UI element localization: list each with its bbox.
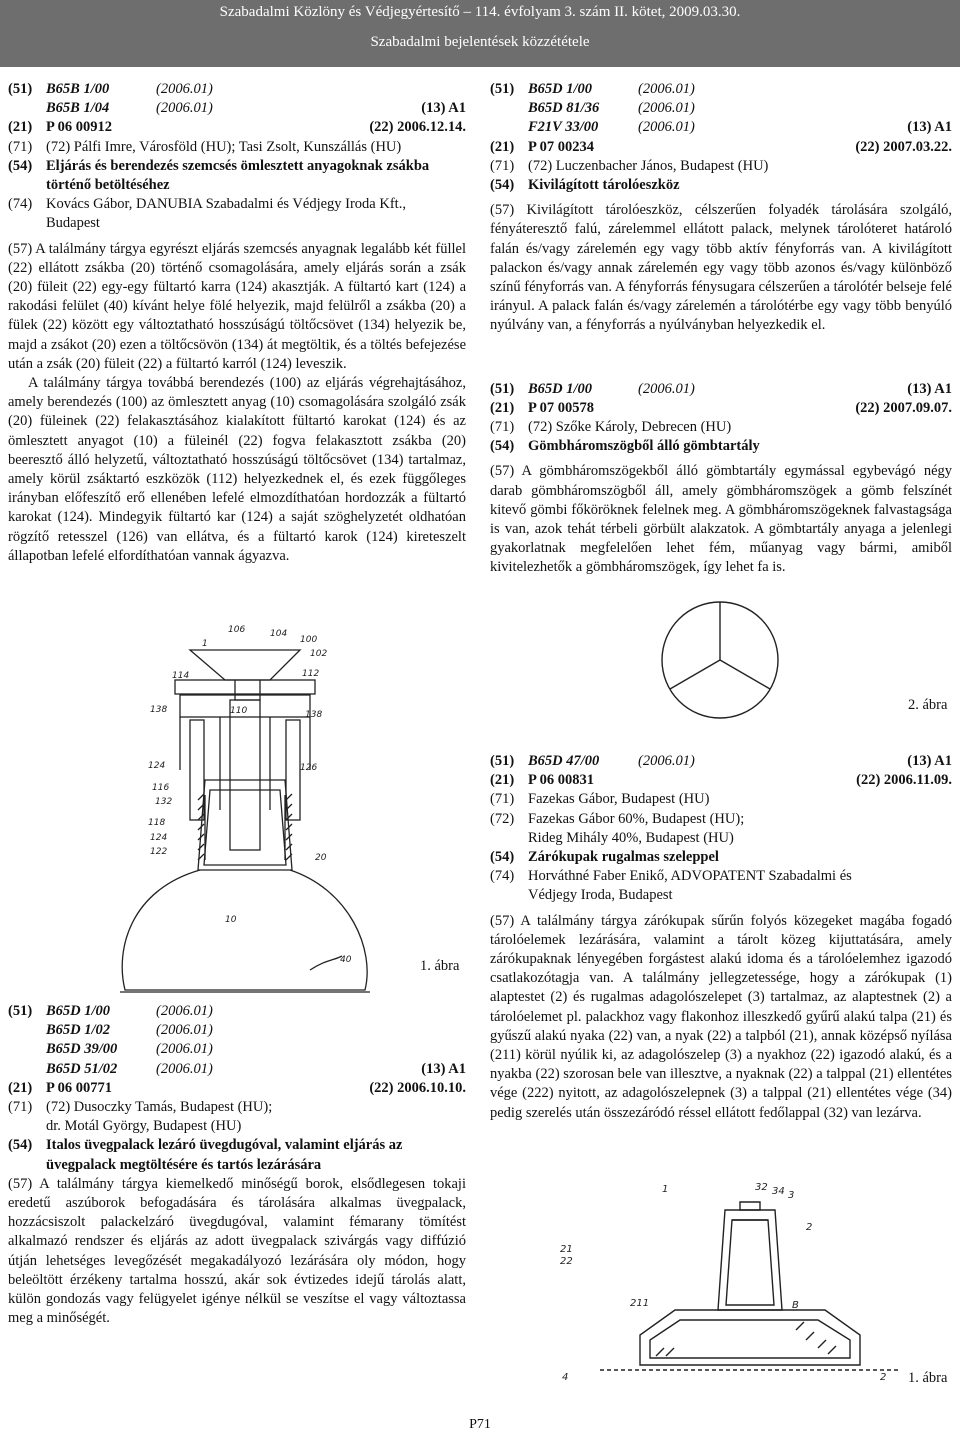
svg-text:112: 112 [302,669,320,679]
svg-text:124: 124 [148,761,166,771]
agent: Kovács Gábor, DANUBIA Szabadalmi és Védjegy Iroda Kft., [46,196,406,213]
filing-date: (22) 2006.12.14. [369,119,466,136]
figure-5-caption: 1. ábra [908,1370,948,1386]
svg-text:110: 110 [230,706,248,716]
application-number: P 06 00771 [46,1079,113,1096]
svg-text:1: 1 [662,1184,669,1195]
svg-text:B: B [792,1300,799,1311]
application-number: P 06 00912 [46,119,113,136]
svg-text:21: 21 [560,1244,573,1255]
entry-b65d-1-00-sphere-tank: (51) B65D 1/00 (2006.01) (13) A1 (21) P 07 00578 (22) 2007.09.07. (71) (72) Szőke Károly, Debrecen (HU) (54) Gömbháromszögből álló gömbtartály (57) A gömbháromszögekből álló gömbtartály egymással egybevágó négy darab gömbháromszögből áll, amely gömbháromszögek a gömb felszínét kitevő gömbi főköröknek felelnek meg. A gömbháromszögeknek falvastagsága is van, azok tehát térbeli görbült alakzatok. A gömbtartály anyaga a jelenlegi gyakorlatnak megfelelően lehet fém, műanyag vagy bármi, amiből kivitelezhetők a gömbháromszögek, így lehet fa is. [490,380,952,578]
filing-date: (22) 2006.11.09. [856,772,952,789]
abstract: (57) A találmány tárgya egyrészt eljárás szemcsés anyagnak legalább két füllel (22) ellátott zsákba (20) történő csomagolására, amely eljárás során a zsák (20) füleit (22) egy-egy fültartó karra (124) akasztják. A fültartó kart (124) a rakodási felület (40) kívánt helye fölé helyezik, majd felülről a zsákba (20) a fülek (22) között egy változtatható hosszúságú töltőcsövet (134) helyezik be, majd a zsákot (20) ezen a töltőcsövön (134) át megtöltik, és a töltés befejezése után a zsák (20) füleit (22) a fültartó karról (124) leveszik. A találmány tárgya továbbá berendezés (100) az eljárás végrehajtásához, amely berendezés (100) az ömlesztett anyag (10) csomagolására szolgáló zsák (20) füleinek (22) felakasztásához kialakított fültartó karokat (124) és az ömlesztett anyagot (10) a füleinél (22) fogva felakasztott zsákba (20) beeresztő álló helyzetű, változtatható hosszúságú töltőcsövet (134) tartalmaz, amely körül zsáktartó eszközök (112) helyezkednek el, és ezek függőleges irányban előfeszítő erő ellenében lefelé elmozdíthatóan hordozzák a fültartó karokat (124). Mindegyik fültartó kar (124) a saját szöghelyzetét oldhatóan rögzítő retesszel (126) van ellátva, és a fültartó karok (124) kireteszelt állapotban lefelé elfordíthatóan vannak ágyazva. [8,240,466,564]
entry-b65d-47-00: (51) B65D 47/00 (2006.01) (13) A1 (21) P 06 00831 (22) 2006.11.09. (71) Fazekas Gábor, Budapest (HU) (72) Fazekas Gábor 60%, Budapest (HU); Rideg Mihály 40%, Budapest (HU) (54) Zárókupak rugalmas szeleppel (74) Horváthné Faber Enikő, ADVOPATENT Szabadalmi és Védjegy Iroda, Budapest (57) A találmány tárgya zárókupak sűrűn folyós közegeket magába fogadó tárolóelemek lezárására, valamint a tárolt közeg kijuttatására, amely zárókupaknak lényegében forgástest alakú idoma és a tárolóelemhez igazodó csatlakozótagja van. A találmány jellegzetessége, hogy a zárókupak (1) alaptestet (2) és rugalmas adagolószelepet (3) tartalmaz, az alaptestnek (2) a tárolóelemet pl. palackhoz vagy flakonhoz illeszkedő gyűrű alakú talpa (21) és gyűszű alakú nyaka (22) van, a nyak (22) a talpból (21), annak középső nyílása (211) körül nyúlik ki, az adagolószelep (3) a nyakhoz (22) igazodó alakú, és a nyakba (22) szorosan bele van illesztve, a nyaknak (22) a talppal (21) ellentétes vége (222) nyitott, az adagolószelepnek (3) a talppal (21) ellentétes vége (34) pedig szerelés után összezáródó réssel ellátott fedőlappal (32) van lezárva. [490,752,952,1123]
inventors: (72) Szőke Károly, Debrecen (HU) [528,419,732,436]
svg-text:4: 4 [562,1372,569,1383]
svg-text:106: 106 [228,625,246,635]
svg-text:116: 116 [152,783,170,793]
kind-code: (13) A1 [907,753,952,769]
svg-text:32: 32 [755,1182,768,1193]
kind-code: (13) A1 [907,380,952,397]
svg-text:138: 138 [150,705,168,715]
filing-date: (22) 2006.10.10. [369,1079,466,1096]
figure-2-sphere-tank [640,600,800,720]
svg-text:138: 138 [305,710,323,720]
filing-date: (22) 2007.09.07. [855,399,952,416]
kind-code: (13) A1 [421,100,466,117]
svg-text:2: 2 [880,1372,887,1383]
svg-text:102: 102 [310,649,328,659]
svg-text:34: 34 [772,1186,785,1197]
svg-text:122: 122 [150,847,168,857]
entry-b65b-1-00: (51) B65B 1/00 (2006.01) B65B 1/04 (2006.01) (13) A1 (21) P 06 00912 (22) 2006.12.14. (71) (72) Pálfi Imre, Városföld (HU); Tasi Zsolt, Kunszállás (HU) (54) Eljárás és berendezés szemcsés ömlesztett anyagoknak zsákba történő betöltéséhez (74) Kovács Gábor, DANUBIA Szabadalmi és Védjegy Iroda Kft., Budapest (57) A találmány tárgya egyrészt eljárás szemcsés anyagnak legalább két füllel (22) ellátott zsákba (20) történő csomagolására, amely eljárás során a zsák (20) füleit (22) egy-egy fültartó karra (124) akasztják. A fültartó kart (124) a rakodási felület (40) kívánt helye fölé helyezik, majd felülről a zsákba (20) a fülek (22) között egy változtatható hosszúságú töltőcsövet (134) helyezik be, majd a zsákot (20) ezen a töltőcsövön (134) át megtöltik, és a töltés befejezése után a zsák (20) füleit (22) a fültartó karról (124) leveszik. A találmány tárgya továbbá berendezés (100) az eljárás végrehajtásához, amely berendezés (100) az ömlesztett anyag (10) csomagolására szolgáló zsák (20) füleinek (22) felakasztásához kialakított fültartó karokat (124) és az ömlesztett anyagot (10) a füleinél (22) fogva felakasztott zsákba (20) beeresztő álló helyzetű, változtatható hosszúságú töltőcsövet (134) tartalmaz, amely körül zsáktartó eszközök (112) helyezkednek el, és ezek függőleges irányban előfeszítő erő ellenében lefelé elmozdíthatóan hordozzák a fültartó karokat (124). Mindegyik fültartó kar (124) a saját szöghelyzetét oldhatóan rögzítő retesszel (126) van ellátva, és a fültartó karok (124) kireteszelt állapotban lefelé elfordíthatóan vannak ágyazva. [8,80,466,566]
abstract: (57) A gömbháromszögekből álló gömbtartály egymással egybevágó négy darab gömbháromszögből áll, amely gömbháromszögek a gömb felszínét kitevő gömbi főköröknek felelnek meg. A gömbháromszögeknek falvastagsága is van, azok tehát térbeli görbült alakzatok. A gömbtartály anyaga a jelenlegi gyakorlatnak megfelelően lehet fém, műanyag vagy bármi, amiből kivitelezhetők a gömbháromszögek, így lehet fa is. [490,463,952,576]
page-number: P71 [469,1417,491,1432]
entry-b65d-1-00-bottle: (51) B65D 1/00 (2006.01) B65D 1/02 (2006.01) B65D 39/00 (2006.01) B65D 51/02 (2006.01) (13) A1 (21) P 06 00771 (22) 2006.10.10. (71) (72) Dusoczky Tamás, Budapest (HU); dr. Motál György, Budapest (HU) (54) Italos üvegpalack lezáró üvegdugóval, valamint eljárás az üvegpalack megtöltésére és tartós lezárására (57) A találmány tárgya kiemelkedő minőségű borok, elsődlegesen tokaji eredetű aszúborok befogadására és tárolására alkalmas üvegpalack, hozzácsiszolt palackelzáró üvegdugóval, valamint fémarany tömítést alkalmazó rendszer és eljárás az adott üvegpalack szivárgás vagy diffúzió útján lehetséges levegőzését megakadályozó lezárására oly módon, hogy beleöltött érzékeny tartalma hosszú, akár sok évtizedes idejű tárolás alatt, külön gondozás vagy felügyelet igénye nélkül se veszítse el vagy változtassa meg a minőségét. [8,1002,466,1328]
figure-2-caption: 2. ábra [908,697,948,713]
figure-closure-cap [560,1180,940,1390]
entry-title: Eljárás és berendezés szemcsés ömlesztett anyagoknak zsákba [46,157,430,174]
kind-code: (13) A1 [421,1060,466,1077]
figure-1-caption: 1. ábra [420,958,460,974]
agent: Horváthné Faber Enikő, ADVOPATENT Szabadalmi és [528,868,852,885]
abstract: (57) Kivilágított tárolóeszköz, célszerűen folyadék tárolására szolgáló, fényáteresztő falú, zárelemmel ellátott palack, melynek tárolóteret határoló falán és/vagy zárelemén egy vagy több aktív fényforrás van. A kivilágított palackon és/vagy annak zárelemén egy vagy több azonos és/vagy különböző színű fényforrás van. A fényforrás fénysugara célszerűen a tárolótér belseje felé irányul. A palack falán és/vagy zárelemén a tárolótérbe egy vagy több benyúló nyúlvány van, a fényforrás a nyúlványban helyezkedik el. [490,202,952,334]
filing-date: (22) 2007.03.22. [855,138,952,155]
svg-text:132: 132 [155,797,173,807]
svg-text:22: 22 [560,1256,573,1267]
abstract: (57) A találmány tárgya zárókupak sűrűn folyós közegeket magába fogadó tárolóelemek lezárására, valamint a tárolt közeg kijuttatására, amely zárókupaknak lényegében forgástest alakú idoma és a tárolóelemhez igazodó csatlakozótagja van. A találmány jellegzetessége, hogy a zárókupak (1) alaptestet (2) és rugalmas adagolószelepet (3) tartalmaz, az alaptestnek (2) a tárolóelemet pl. palackhoz vagy flakonhoz illeszkedő gyűrű alakú talpa (21) és gyűszű alakú nyaka (22) van, a nyak (22) a talpból (21), annak középső nyílása (211) körül nyúlik ki, az adagolószelep (3) a nyakhoz (22) igazodó alakú, és a nyakba (22) szorosan bele van illesztve, a nyaknak (22) a talppal (21) ellentétes vége (222) nyitott, az adagolószelepnek (3) a talppal (21) ellentétes vége (34) pedig szerelés után összezáródó réssel ellátott fedőlappal (32) van lezárva. [490,912,952,1121]
entry-title: Gömbháromszögből álló gömbtartály [528,438,760,455]
svg-text:211: 211 [630,1298,650,1309]
entry-title: Italos üvegpalack lezáró üvegdugóval, valamint eljárás az [46,1137,403,1154]
inventors: (72) Dusoczky Tamás, Budapest (HU); [46,1099,273,1116]
inventors: Fazekas Gábor 60%, Budapest (HU); [528,810,745,827]
entry-title: Zárókupak rugalmas szeleppel [528,849,719,866]
figure-1-filling-apparatus [110,620,460,1000]
kind-code: (13) A1 [907,119,952,136]
svg-text:10: 10 [225,915,237,925]
entry-title: Kivilágított tárolóeszköz [528,177,680,194]
svg-text:3: 3 [788,1190,795,1201]
svg-text:124: 124 [150,833,168,843]
inventors: (72) Pálfi Imre, Városföld (HU); Tasi Zsolt, Kunszállás (HU) [46,138,402,155]
abstract: (57) A találmány tárgya kiemelkedő minőségű borok, elsődlegesen tokaji eredetű aszúborok befogadására és tárolására alkalmas üvegpalack, hozzácsiszolt palackelzáró üvegdugóval, valamint fémarany tömítést alkalmazó rendszer és eljárás az adott üvegpalack szivárgás vagy diffúzió útján lehetséges levegőzését megakadályozó lezárására oly módon, hogy beleöltött érzékeny tartalma hosszú, akár sok évtizedes idejű tárolás alatt, külön gondozás vagy felügyelet igénye nélkül se veszítse el vagy változtassa meg a minőségét. [8,1175,466,1327]
svg-text:104: 104 [270,629,288,639]
journal-title: Szabadalmi Közlöny és Védjegyértesítő – 114. évfolyam 3. szám II. kötet, 2009.03.30. [219,4,741,20]
section-title: Szabadalmi bejelentések közzététele [370,34,590,50]
svg-text:20: 20 [315,853,327,863]
inventors: (72) Luczenbacher János, Budapest (HU) [528,157,769,174]
svg-text:40: 40 [340,955,352,965]
svg-text:118: 118 [148,818,166,828]
svg-text:1: 1 [202,639,208,649]
application-number: P 07 00234 [528,138,595,155]
application-number: P 07 00578 [528,399,595,416]
svg-text:2: 2 [806,1222,813,1233]
svg-text:126: 126 [300,763,318,773]
application-number: P 06 00831 [528,772,595,789]
svg-text:100: 100 [300,635,318,645]
svg-text:114: 114 [172,671,190,681]
applicant: Fazekas Gábor, Budapest (HU) [528,791,710,808]
entry-b65d-1-00-lit-container: (51) B65D 1/00 (2006.01) B65D 81/36 (2006.01) F21V 33/00 (2006.01) (13) A1 (21) P 07 00234 (22) 2007.03.22. (71) (72) Luczenbacher János, Budapest (HU) (54) Kivilágított tárolóeszköz (57) Kivilágított tárolóeszköz, célszerűen folyadék tárolására szolgáló, fényáteresztő falú, zárelemmel ellátott palack, melynek tárolóteret határoló falán és/vagy zárelemén egy vagy több aktív fényforrás van. A kivilágított palackon és/vagy annak zárelemén egy vagy több azonos és/vagy különböző színű fényforrás van. A fényforrás fénysugara célszerűen a tárolótér belseje felé irányul. A palack falán és/vagy zárelemén a tárolótérbe egy vagy több benyúló nyúlvány van, a fényforrás a nyúlványban helyezkedik el. (51) B65D 1/00 (2006.01) (13) A1 (21) P 07 00578 (22) 2007.09.07. (71) (72) Szőke Károly, Debrecen (HU) (54) Gömbháromszögből álló gömbtartály (57) A gömbháromszögekből álló gömbtartály egymással egybevágó négy darab gömbháromszögből áll, amely gömbháromszögek a gömb felszínét kitevő gömbi főköröknek felelnek meg. A gömbháromszögeknek falvastagsága is van, azok tehát térbeli görbült alakzatok. A gömbtartály anyaga a jelenlegi gyakorlatnak megfelelően lehet fém, műanyag vagy bármi, amiből kivitelezhetők a gömbháromszögek, így lehet fa is. [490,80,952,578]
